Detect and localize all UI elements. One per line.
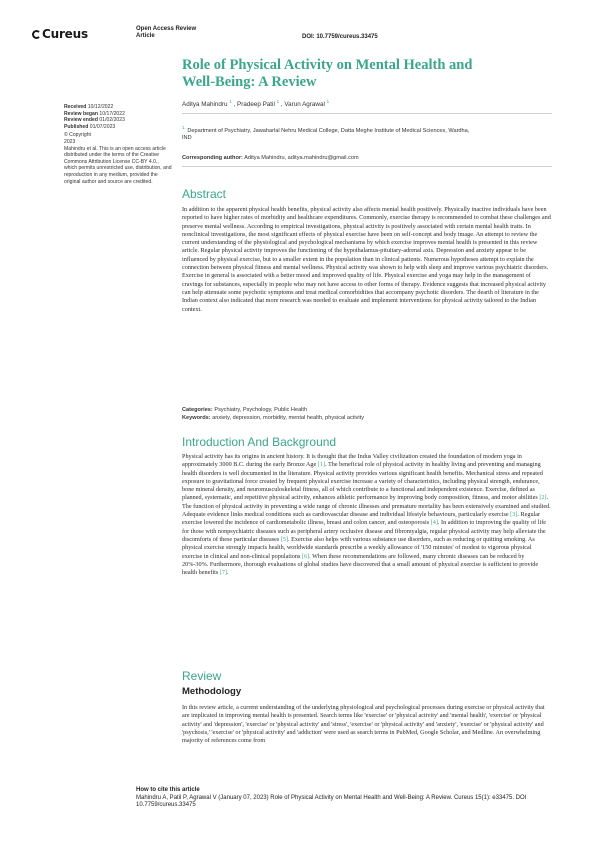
sidebar-info (64, 104, 172, 185)
divider (182, 113, 552, 114)
review-heading: Review (182, 669, 222, 683)
type-label: Article (136, 33, 155, 39)
intro-text-segment: Physical activity has its origins in ancient history. It is thought that the Indus Valley civilization created the foundation of modern yoga in approximately 3000 B.C. during the early Bronze Age (182, 453, 522, 469)
author-name[interactable]: Varun Agrawal (284, 101, 325, 109)
affiliation: $^{1.}$ Department of Psychiatry, Jawaharlal Nehru Medical College, Datta Meghe Institute of Medical Sciences, Wardha, IND (182, 125, 470, 142)
citation-block (136, 787, 556, 810)
author-name[interactable]: Aditya Mahindru (182, 101, 228, 109)
intro-text-segment: . When these recommendations are followed, many chronic diseases can be reduced by 20%-30%. Furthermore, thorough evaluations of global studies have discovered that a small amount of physical exercise is sufficient to provide health benefits (182, 552, 539, 577)
date-review-ended: Review ended 01/02/2023 (64, 117, 125, 124)
reference-link[interactable]: [7] (219, 569, 228, 577)
reference-link[interactable]: [6] (301, 552, 310, 560)
intro-text-segment: . Regular exercise lowered the incidence of cardiometabolic illness, breast and colon cancer, and osteoporosis (182, 511, 541, 527)
corresponding-email[interactable]: Aditya Mahindru, aditya.mahindru@gmail.com (244, 155, 359, 161)
methodology-text: In this review article, a current understanding of the underlying physiological and psychological processes during exercise or physical activity that are implicated in improving mental health is presented. Search terms like 'exercise' or 'physical activity' and 'mental health', 'exercise' or 'physical activity' and 'depression', 'exercise' or 'physical activity' and 'stress', 'exercise' or 'physical activity' and 'anxiety', 'exercise' or 'physical activity' and 'psychosis,' 'exercise' or 'physical activity' and 'addiction' were used as search terms in PubMed, Google Scholar, and Medline. An overwhelming majority of references come from (182, 704, 545, 745)
abstract-heading: Abstract (182, 187, 227, 201)
keywords: Keywords: anxiety, depression, morbidity, mental health, physical activity (182, 414, 364, 421)
license-text: Mahindru et al. This is an open access article distributed under the terms of the Creative Commons Attribution License CC-BY 4.0., which permits unrestricted use, distribution, and reproduction in any medium, provided the original author and source are credited. (64, 145, 172, 185)
copyright: © Copyright (64, 132, 91, 139)
date-published: Published 01/07/2023 (64, 123, 116, 130)
doi-header: DOI: 10.7759/cureus.33475 (302, 34, 378, 40)
categories: Categories: Psychiatry, Psychology, Public Health (182, 407, 308, 413)
article-type (136, 26, 196, 40)
intro-paragraph (182, 453, 552, 577)
intro-text-segment: . In addition to improving the quality of life for those with nonpsychiatric diseases such as peripheral artery occlusive disease and fibromyalgia, regular physical activity may help alleviate the discomforts of these particular diseases (182, 519, 547, 543)
citation-text: Mahindru A, Patil P, Agrawal V (January 07, 2023) Role of Physical Activity on Mental Health and Well-Being: A Review. Cureus 15(1): e33475. DOI 10.7759/cureus.33475 (136, 794, 527, 809)
citation-heading: How to cite this article (136, 787, 200, 793)
methodology-heading: Methodology (182, 686, 242, 697)
categories-keywords (182, 407, 364, 422)
author-list: Aditya Mahindru $^1$ , Pradeep Patil $^1$ , Varun Agrawal $^1$ (182, 99, 330, 109)
intro-text-segment: . (227, 569, 229, 577)
logo-mark-icon (32, 30, 41, 39)
cureus-logo: Cureus (32, 27, 88, 41)
reference-link[interactable]: [3] (510, 511, 518, 519)
reference-link[interactable]: [5] (280, 535, 289, 543)
date-received: Received 10/12/2022 (64, 104, 114, 110)
divider (182, 166, 552, 167)
date-review-began: Review began 10/17/2022 (64, 110, 125, 117)
author-name[interactable]: Pradeep Patil (237, 101, 275, 109)
abstract-text: In addition to the apparent physical health benefits, physical activity also affects mental health positively. Physically inactive individuals have been reported to have higher rates of morbidity and healthcare expenditures. Commonly, exercise therapy is recommended to combat these challenges and preserve mental wellness. According to empirical investigations, physical activity is positively associated with certain mental health traits. In nonclinical investigations, the most significant effects of physical exercise have been on self-concept and body image. An attempt to review the current understanding of the physiological and psychological mechanisms by which exercise improves mental health is presented in this review article. Regular physical activity improves the functioning of the hypothalamus-pituitary-adrenal axis. Depression and anxiety appear to be influenced by physical exercise, but to a smaller extent in the population than in clinical patients. Numerous hypotheses attempt to explain the connection between physical fitness and mental wellness. Physical activity was shown to help with sleep and improve various psychiatric disorders. Exercise in general is associated with a better mood and improved quality of life. Physical exercise and yoga may help in the management of cravings for substances, especially in people who may not have access to other forms of therapy. Evidence suggests that increased physical activity can help attenuate some psychotic symptoms and treat medical comorbidities that accompany psychotic disorders. The dearth of literature in the Indian context also indicated that more research was needed to evaluate and implement interventions for physical activity tailored to the Indian context. (182, 206, 551, 313)
copyright-year: 2023 (64, 138, 76, 145)
access-label: Open Access Review (136, 26, 197, 32)
article-title: Role of Physical Activity on Mental Health and Well-Being: A Review (182, 57, 473, 90)
intro-text-segment: . The beneficial role of physical activity in healthy living and preventing and managing health disorders is well documented in the literature. Physical activity provides various significant health benefits. Mechanical stress and repeated exposure to gravitational force created by frequent physical exercise increase a variety of characteristics, including physical strength, endurance, bone mineral density, and neuromusculoskeletal fitness, all of which contribute to a functional and independent existence. Exercise, defined as planned, systematic, and repetitive physical activity, enhances athletic performance by improving body composition, fitness, and motor abilities (182, 461, 543, 502)
reference-link[interactable]: [2] (539, 494, 547, 502)
reference-link[interactable]: [1] (317, 461, 325, 469)
reference-link[interactable]: [4] (430, 519, 438, 527)
intro-text (182, 453, 552, 577)
corresponding-author: Corresponding author: Aditya Mahindru, aditya.mahindru@gmail.com (182, 155, 359, 161)
intro-text-segment: . The function of physical activity in preventing a wide range of chronic illnesses and premature mortality has been extensively examined and studied. Adequate evidence links medical conditions such as cardiovascular disease and individual lifestyle behaviours, particularly exercise (182, 494, 551, 519)
intro-text-segment: . Exercise also helps with various substance use disorders, such as reducing or quitting smoking. As physical exercise strongly impacts health, worldwide standards prescribe a weekly allowance of '150 minutes' of modest to vigorous physical exercise in clinical and non-clinical populations (182, 535, 535, 560)
intro-heading: Introduction And Background (182, 435, 337, 449)
